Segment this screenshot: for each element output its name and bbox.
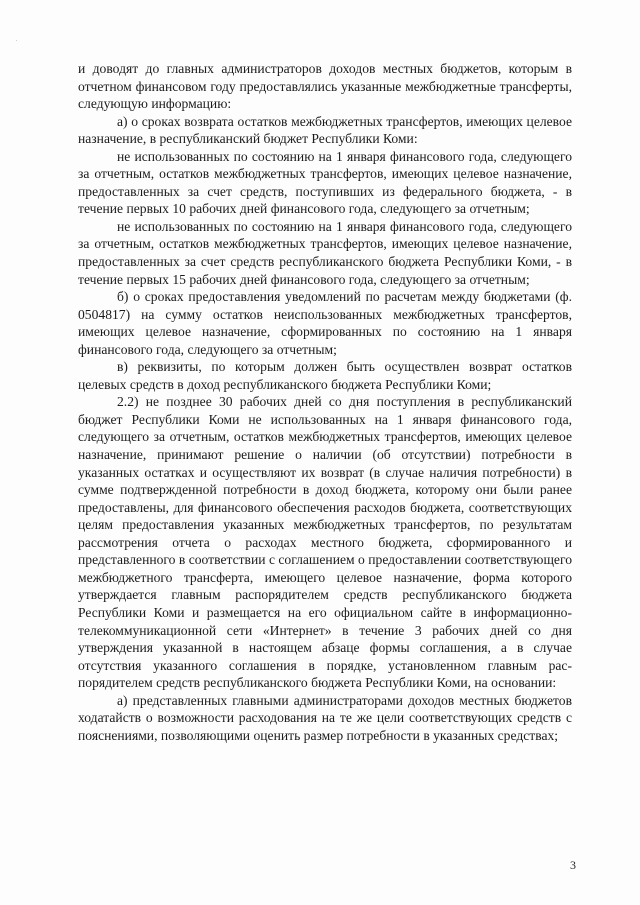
paragraph-federal-funds: не использованных по состоянию на 1 января финансового года, следующего за отчетным, остатков межбюджетных трансфертов, имеющих целевое назначение, предоставленных за счет средств, поступивших из федерального бюджета, - в течение первых 10 рабочих дней финансового года, следующего за отчетным; — [78, 148, 572, 217]
paragraph-item-a-deadlines: а) о сроках возврата остатков межбюджетных трансфертов, имеющих целевое назначение, в республиканский бюджет Республики Коми: — [78, 113, 572, 147]
paragraph-item-a-petitions: а) представленных главными администраторами доходов местных бюджетов ходатайств о возможности расходования на те же цели соответствующих средств с пояснениями, позволяющими оценить размер потребности в указанных средствах; — [78, 692, 572, 743]
paragraph-item-c-requisites: в) реквизиты, по которым должен быть осуществлен возврат остатков целевых средств в доход республиканского бюджета Республики Коми; — [78, 359, 572, 392]
page-number: 3 — [570, 858, 576, 872]
paragraph-2-2: 2.2) не позднее 30 рабочих дней со дня поступления в республиканский бюджет Республики Коми не использованных на 1 января финансового года, следующего за отчетным, остатков межбюджетных трансфертов, имеющих целевое назначение, принимают решение о наличии (об отсутствии) потребности в указанных остатках и осуществляют их возврат (в случае наличия потребности) в сумме подтвержденной потребности в доход бюджета, которому они были ранее предоставлены, для финансового обеспечения расходов бюджета, соответствующих целям предоставления указанных межбюджетных трансфертов, по результатам рассмотрения отчета о расходах местного бюджета, сформированного и представленного в соответствии с соглашением о предоставлении соответствующего межбюджетного трансферта, имеющего целевое назначение, форма которого утверждается главным распорядителем средств республиканского бюджета Республики Коми и размещается на его официальном сайте в информационно-телекоммуникационной сети «Интернет» в течение 3 рабочих дней со дня утверждения указанной в настоящем абзаце формы соглашения, а в случае отсутствия указанного соглашения в порядке, установленном главным распорядителем средств республиканского бюджета Республики Коми, на основании: — [78, 394, 572, 691]
paragraph-continuation: и доводят до главных администраторов доходов местных бюджетов, которым в отчетном финансовом году предоставлялись указанные межбюджетные трансферты, следующую информацию: — [78, 61, 572, 112]
scan-mark — [16, 40, 17, 41]
paragraph-item-b-notifications: б) о сроках предоставления уведомлений по расчетам между бюджетами (ф. 0504817) на сумму остатков неиспользованных межбюджетных трансфертов, имеющих целевое назначение, сформированных по состоянию на 1 января финансового года, следующего за отчетным; — [78, 289, 572, 357]
paragraph-republican-funds: не использованных по состоянию на 1 января финансового года, следующего за отчетным, остатков межбюджетных трансфертов, имеющих целевое назначение, предоставленных за счет средств республиканского бюджета Республики Коми, - в течение первых 15 рабочих дней финансового года, следующего за отчетным; — [78, 218, 572, 287]
body-text — [78, 60, 572, 744]
